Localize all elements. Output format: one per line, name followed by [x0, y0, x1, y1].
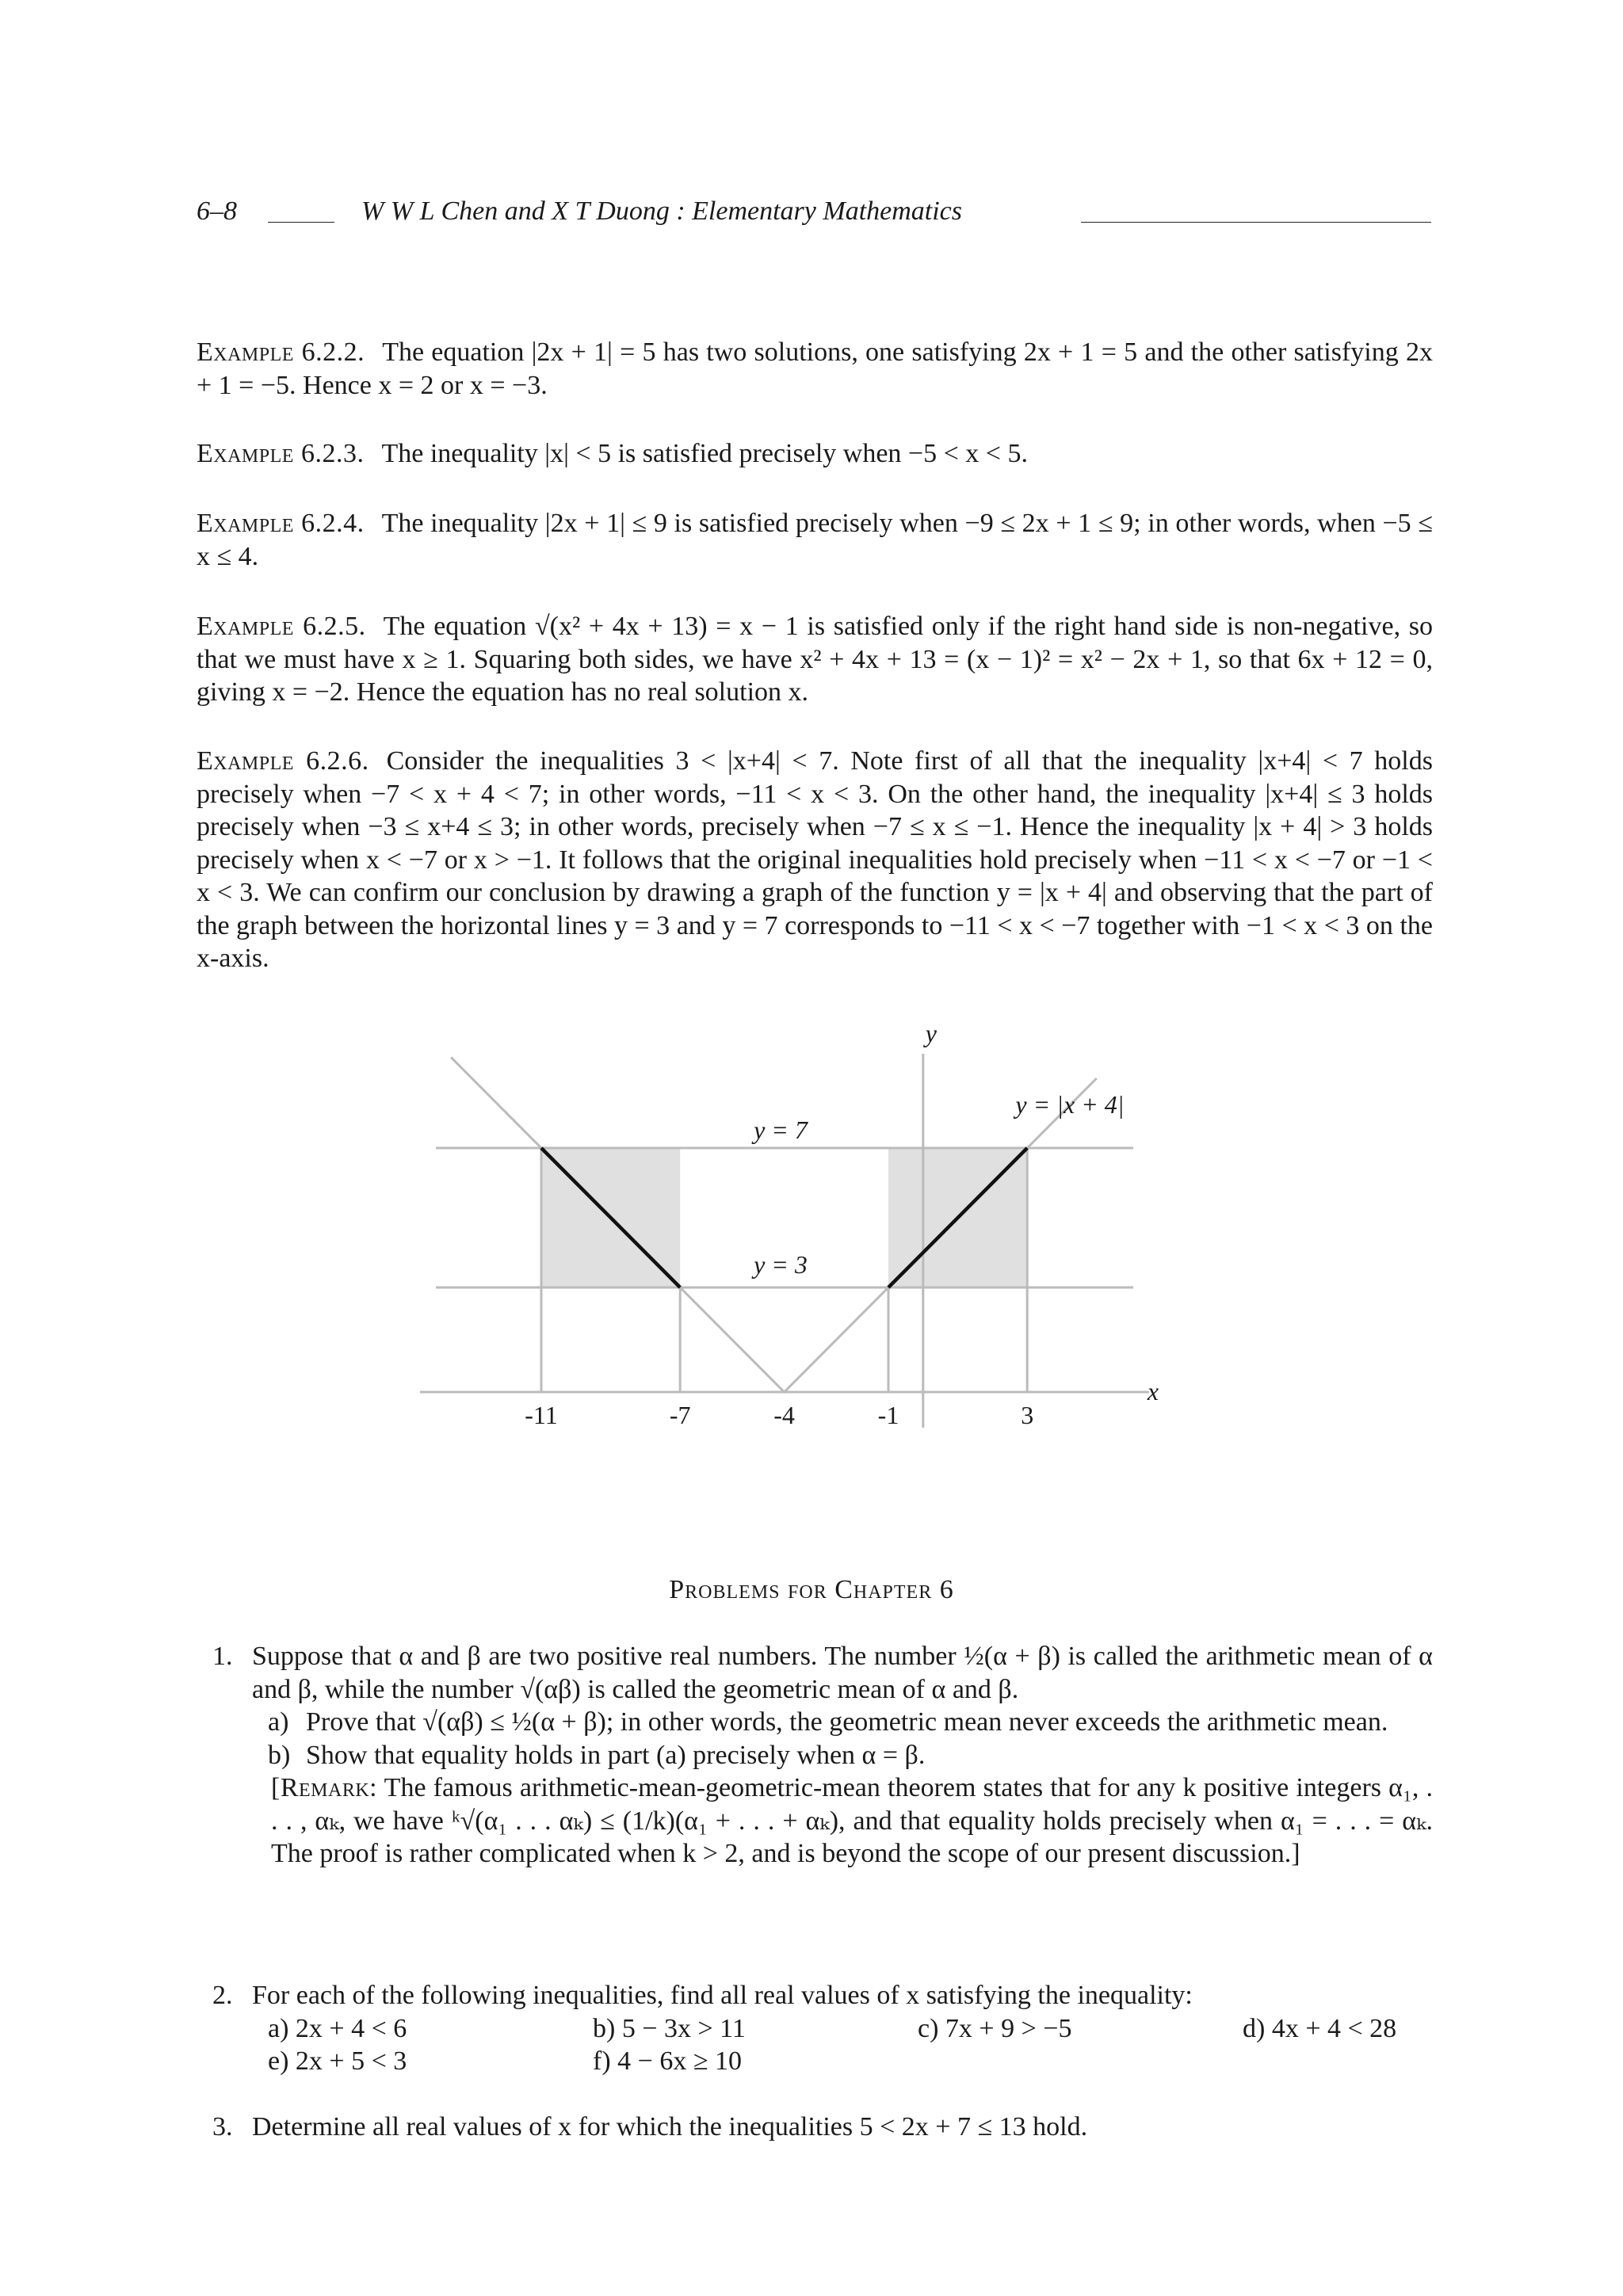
inequality-item: a) 2x + 4 < 6	[268, 2013, 407, 2043]
part-label-a: a)	[268, 1707, 289, 1737]
line-label-y7: y = 7	[754, 1116, 808, 1144]
example-text: The equation |2x + 1| = 5 has two solutions, one satisfying 2x + 1 = 5 and the other satisfying 2x + 1 = −5. Hence x = 2 or x = −3.	[197, 338, 1433, 400]
example-text: The inequality |x| < 5 is satisfied precisely when −5 < x < 5.	[381, 439, 1028, 468]
example-label: Example 6.2.4.	[197, 509, 365, 538]
problem-number: 3.	[212, 2112, 233, 2142]
remark-text: The famous arithmetic-mean-geometric-mean theorem states that for any k positive integers α₁, . . . , αₖ, we have ᵏ√(α₁ . . . αₖ) ≤ (1/k)(α₁ + . . . + αₖ), and that equality holds precisely when α₁ = . . . = αₖ. The proof is rather complicated when k > 2, and is beyond the scope of our present discussion.]	[271, 1773, 1434, 1868]
inequality-item: d) 4x + 4 < 28	[1243, 2013, 1397, 2043]
problem-2	[212, 1979, 1433, 2078]
x-tick-label: -4	[773, 1401, 795, 1429]
problem-intro: For each of the following inequalities, find all real values of x satisfying the inequality:	[252, 1981, 1193, 2010]
example-6-2-6	[197, 745, 1433, 975]
example-6-2-3	[197, 437, 1433, 471]
example-label: Example 6.2.3.	[197, 439, 365, 468]
x-tick-label: -11	[525, 1401, 558, 1429]
remark-label: [Remark:	[271, 1773, 378, 1802]
problem-text: Determine all real values of x for which the inequalities 5 < 2x + 7 ≤ 13 hold.	[252, 2112, 1088, 2142]
example-label: Example 6.2.2.	[197, 338, 365, 367]
inequality-item: e) 2x + 5 < 3	[268, 2046, 407, 2076]
graph-svg	[420, 1010, 1212, 1442]
problem-intro: Suppose that α and β are two positive real numbers. The number ½(α + β) is called the arithmetic mean of α and β, while the number √(αβ) is called the geometric mean of α and β.	[252, 1642, 1433, 1704]
inequality-list	[268, 2012, 1433, 2078]
example-text: The inequality |2x + 1| ≤ 9 is satisfied precisely when −9 ≤ 2x + 1 ≤ 9; in other words, when −5 ≤ x ≤ 4.	[197, 509, 1433, 571]
abs-value-graph	[420, 1010, 1212, 1442]
example-6-2-5	[197, 610, 1433, 709]
remark	[271, 1772, 1433, 1871]
x-tick-label: 3	[1021, 1401, 1034, 1429]
example-text: The equation √(x² + 4x + 13) = x − 1 is satisfied only if the right hand side is non-negative, so that we must have x ≥ 1. Squaring both sides, we have x² + 4x + 13 = (x − 1)² = x² − 2x + 1, so that 6x + 12 = 0, giving x = −2. Hence the equation has no real solution x.	[197, 612, 1433, 707]
y-axis-label: y	[925, 1019, 937, 1047]
part-text-a: Prove that √(αβ) ≤ ½(α + β); in other words, the geometric mean never exceeds the arithmetic mean.	[306, 1707, 1388, 1737]
example-label: Example 6.2.5.	[197, 612, 366, 641]
example-6-2-4	[197, 507, 1433, 573]
curve-label: y = |x + 4|	[1015, 1090, 1125, 1119]
part-label-b: b)	[268, 1740, 291, 1770]
problem-1	[212, 1640, 1433, 1871]
page-number: 6–8	[197, 196, 237, 226]
header-rule-right	[1081, 222, 1431, 223]
inequality-item: f) 4 − 6x ≥ 10	[593, 2046, 742, 2076]
x-tick-label: -1	[877, 1401, 899, 1429]
x-axis-label: x	[1147, 1377, 1159, 1405]
running-title: W W L Chen and X T Duong : Elementary Mathematics	[361, 196, 962, 226]
example-text: Consider the inequalities 3 < |x+4| < 7. Note first of all that the inequality |x+4| < 7 holds precisely when −7 < x + 4 < 7; in other words, −11 < x < 3. On the other hand, the inequality |x+4| ≤ 3 holds precisely when −3 ≤ x+4 ≤ 3; in other words, precisely when −7 ≤ x ≤ −1. Hence the inequality |x + 4| > 3 holds precisely when x < −7 or x > −1. It follows that the original inequalities hold precisely when −11 < x < −7 or −1 < x < 3. We can confirm our conclusion by drawing a graph of the function y = |x + 4| and observing that the part of the graph between the horizontal lines y = 3 and y = 7 corresponds to −11 < x < −7 together with −1 < x < 3 on the x-axis.	[197, 746, 1433, 973]
line-label-y3: y = 3	[754, 1250, 808, 1279]
example-label: Example 6.2.6.	[197, 746, 369, 776]
x-tick-label: -7	[669, 1401, 691, 1429]
problems-heading: Problems for Chapter 6	[669, 1575, 954, 1604]
problem-3	[212, 2111, 1433, 2144]
header-rule-left	[268, 222, 334, 223]
running-header	[197, 196, 1431, 236]
problem-number: 1.	[212, 1642, 233, 1671]
inequality-item: b) 5 − 3x > 11	[593, 2013, 746, 2043]
inequality-item: c) 7x + 9 > −5	[918, 2013, 1072, 2043]
example-6-2-2	[197, 336, 1433, 402]
part-text-b: Show that equality holds in part (a) precisely when α = β.	[306, 1740, 926, 1770]
problem-number: 2.	[212, 1981, 233, 2010]
